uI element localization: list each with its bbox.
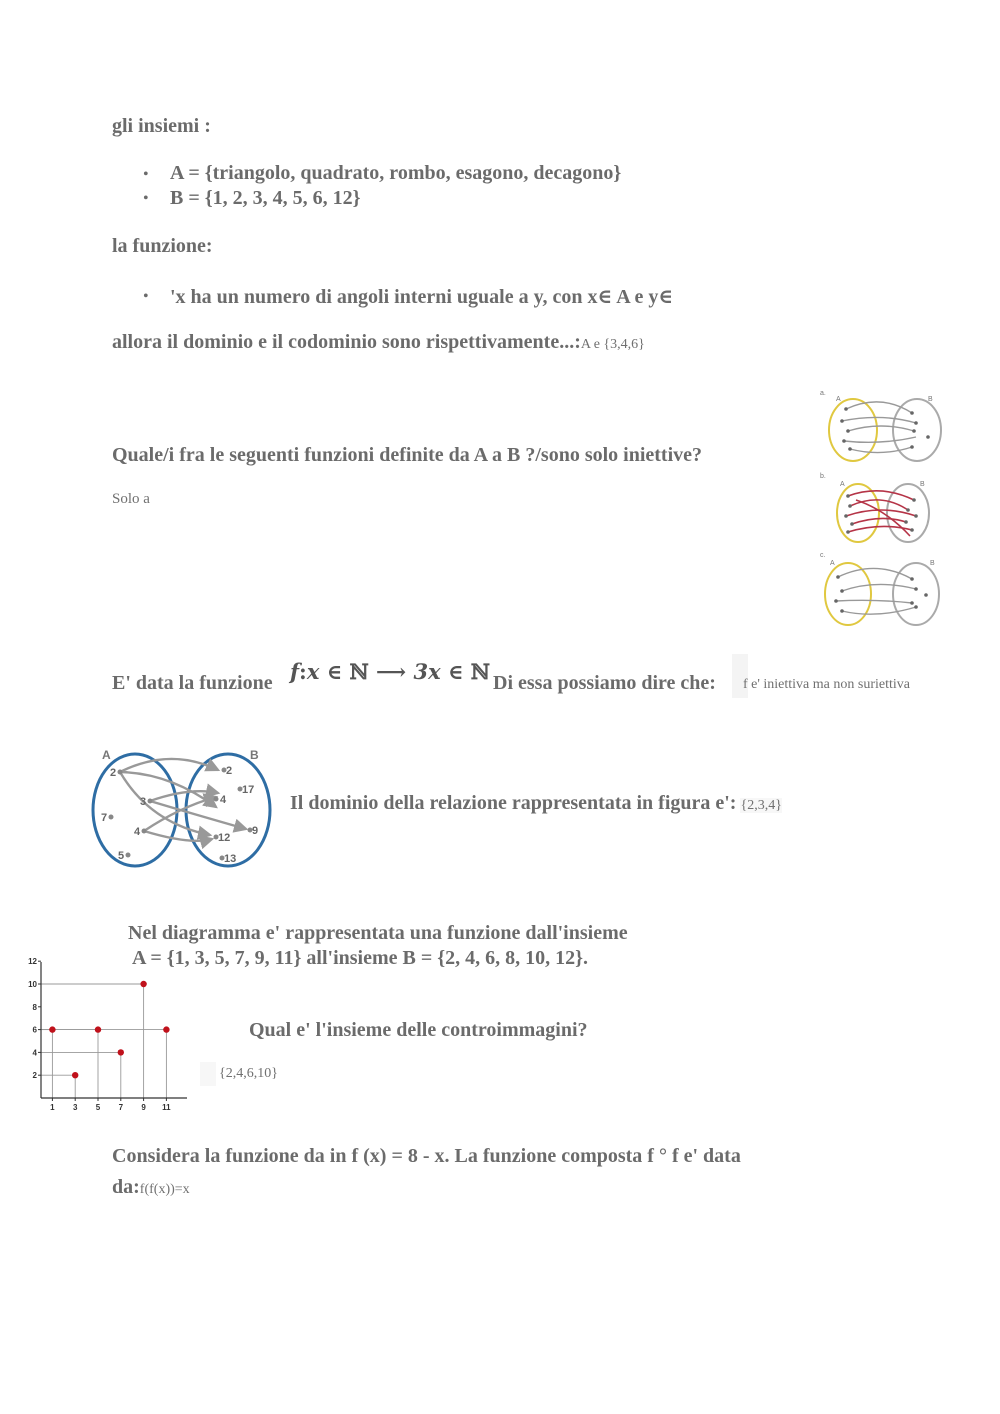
formula-colon: :: [299, 659, 307, 684]
function-sets: A = {1, 3, 5, 7, 9, 11} all'insieme B = {2, 4, 6, 8, 10, 12}.: [132, 947, 588, 969]
question-text: allora il dominio e il codominio sono rispettivamente...:: [112, 331, 581, 353]
x-tick-label: 3: [72, 1103, 78, 1112]
set-a-label: A: [102, 748, 111, 762]
element-a-4: 4: [134, 826, 141, 838]
y-tick-label: 6: [32, 1025, 37, 1035]
function-diagram-intro: Nel diagramma e' rappresentata una funzione dall'insieme: [128, 922, 628, 944]
x-tick-label: 1: [50, 1103, 55, 1112]
function-label: la funzione:: [112, 235, 213, 257]
diagram-label: c.: [820, 552, 826, 559]
set-b-label: B: [250, 748, 259, 762]
element-a-2: 2: [110, 767, 117, 779]
set-a-label: A: [830, 560, 835, 567]
diagram-label: a.: [820, 390, 826, 397]
set-a-label: A: [840, 481, 845, 488]
function-question: Di essa possiamo dire che:: [493, 672, 716, 694]
y-tick-label: 2: [32, 1071, 37, 1081]
element-b-12: 12: [218, 832, 231, 844]
function-intro: E' data la funzione: [112, 672, 273, 694]
answer-composite: f(f(x))=x: [139, 1182, 190, 1197]
formula-arrow: ⟶: [376, 659, 407, 684]
function-formula: [290, 659, 490, 684]
element-a-3: 3: [140, 796, 147, 808]
chart-point: [49, 1026, 55, 1032]
question-domain-codomain: [112, 331, 645, 354]
set-b-ellipse: [893, 399, 941, 461]
answer-injective-not-surjective: f e' iniettiva ma non suriettiva: [743, 677, 910, 692]
formula-naturals: ℕ: [349, 659, 369, 684]
sets-intro: gli insiemi :: [112, 115, 211, 137]
answer-field-shade: [200, 1062, 216, 1086]
answer-preimages: {2,4,6,10}: [219, 1066, 278, 1081]
composite-function-answer-line: [112, 1176, 190, 1199]
chart-point: [95, 1026, 101, 1032]
element-b-13: 13: [224, 853, 237, 865]
mapping-arrows: [836, 568, 916, 614]
y-tick-labels: [28, 957, 37, 1080]
set-points: [109, 768, 253, 861]
bullet-icon: •: [143, 166, 149, 183]
x-tick-label: 11: [162, 1103, 171, 1112]
answer-text: A e {3,4,6}: [580, 337, 645, 352]
element-b-17: 17: [242, 784, 255, 796]
formula-element-of: ∈: [326, 659, 343, 684]
set-b-label: B: [928, 396, 933, 403]
element-a-5: 5: [118, 850, 125, 862]
x-tick-label: 5: [95, 1103, 101, 1112]
set-b-label: B: [920, 481, 925, 488]
mapping-arrows: [842, 402, 916, 453]
question-text: da:: [112, 1176, 140, 1198]
question-relation-domain: [290, 792, 782, 815]
axis-ticks: [38, 961, 166, 1101]
question-text: Il dominio della relazione rappresentata in figura e':: [290, 792, 737, 814]
set-a-ellipse: [93, 754, 177, 866]
set-a-definition: A = {triangolo, quadrato, rombo, esagono, decagono}: [170, 162, 622, 184]
formula-element-of: ∈: [447, 659, 464, 684]
mapping-arrows: [846, 491, 916, 536]
diagram-label: b.: [820, 473, 826, 480]
formula-f: f: [290, 659, 300, 684]
chart-point: [163, 1026, 169, 1032]
x-tick-label: 7: [118, 1103, 124, 1112]
set-b-label: B: [930, 560, 935, 567]
relation-diagram: [90, 743, 280, 873]
bullet-icon: •: [143, 190, 149, 207]
element-b-4: 4: [220, 794, 227, 806]
y-tick-label: 10: [28, 980, 37, 989]
formula-naturals: ℕ: [470, 659, 490, 684]
diagram-b: [816, 470, 946, 546]
question-injective: Quale/i fra le seguenti funzioni definite da A a B ?/sono solo iniettive?: [112, 444, 703, 466]
y-tick-label: 4: [32, 1048, 37, 1058]
answer-text: {2,3,4}: [740, 798, 782, 813]
chart-point: [72, 1072, 78, 1078]
y-tick-label: 8: [32, 1002, 37, 1012]
chart-point: [118, 1049, 124, 1055]
function-definition: 'x ha un numero di angoli interni uguale a y, con x∈ A e y∈: [170, 286, 674, 308]
function-chart: [25, 950, 195, 1115]
chart-guide-lines: [41, 984, 166, 1098]
formula-3x: 3x: [413, 659, 441, 684]
element-b-9: 9: [252, 825, 259, 837]
composite-function-question: Considera la funzione da in f (x) = 8 - x. La funzione composta f ° f e' data: [112, 1145, 741, 1167]
diagram-c: [816, 549, 946, 629]
set-b-ellipse: [893, 563, 939, 625]
chart-point: [140, 981, 146, 987]
y-tick-label: 12: [28, 957, 37, 967]
bullet-icon: •: [143, 288, 149, 305]
set-b-definition: B = {1, 2, 3, 4, 5, 6, 12}: [170, 187, 361, 209]
x-tick-labels: [50, 1103, 171, 1112]
question-preimages: Qual e' l'insieme delle controimmagini?: [249, 1019, 588, 1041]
x-tick-label: 9: [141, 1103, 146, 1112]
answer-injective: Solo a: [112, 491, 150, 507]
formula-x: x: [306, 659, 320, 684]
set-a-label: A: [836, 396, 841, 403]
element-b-2: 2: [226, 765, 233, 777]
element-a-7: 7: [101, 812, 108, 824]
diagram-a: [816, 385, 946, 467]
